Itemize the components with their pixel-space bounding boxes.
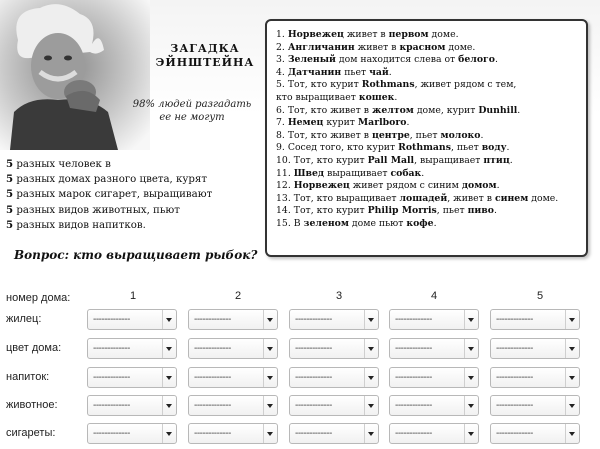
clue-item: 6. Тот, кто живет в желтом доме, курит Dunhill. [276, 104, 521, 116]
animal-select-2[interactable]: ------------- [188, 395, 278, 416]
einstein-portrait [0, 0, 150, 150]
house-color-row [0, 338, 600, 364]
clues-list [267, 21, 586, 231]
chevron-down-icon [565, 310, 579, 329]
drink-select-4[interactable]: ------------- [389, 367, 479, 388]
chevron-down-icon [364, 424, 378, 443]
chevron-down-icon [565, 396, 579, 415]
chevron-down-icon [162, 310, 176, 329]
animal-select-4[interactable]: ------------- [389, 395, 479, 416]
drink-select-5[interactable]: ------------- [490, 367, 580, 388]
chevron-down-icon [464, 368, 478, 387]
poster-title [150, 42, 260, 70]
tenant-row [0, 309, 600, 335]
poster-subtitle [122, 98, 262, 124]
chevron-down-icon [364, 339, 378, 358]
title-line-2: ЭЙНШТЕЙНА [155, 56, 255, 69]
clue-item: 7. Немец курит Marlboro. [276, 117, 410, 129]
cigarettes-select-3[interactable]: ------------- [289, 423, 379, 444]
clue-item: 13. Тот, кто выращивает лошадей, живет в синем доме. [276, 192, 559, 204]
cigarettes-select-1[interactable]: ------------- [87, 423, 177, 444]
clues-box [265, 19, 588, 257]
puzzle-question: Вопрос: кто выращивает рыбок? [14, 248, 258, 262]
chevron-down-icon [464, 310, 478, 329]
animal-row [0, 395, 600, 421]
chevron-down-icon [162, 424, 176, 443]
house-color-select-4[interactable]: ------------- [389, 338, 479, 359]
chevron-down-icon [162, 396, 176, 415]
drink-select-1[interactable]: ------------- [87, 367, 177, 388]
fact-item: 5 разных домах разного цвета, курят [6, 173, 207, 186]
fact-item: 5 разных видов животных, пьют [6, 203, 180, 216]
house-color-select-3[interactable]: ------------- [289, 338, 379, 359]
clue-item: 4. Датчанин пьет чай. [276, 66, 392, 78]
clue-item: 10. Тот, кто курит Pall Mall, выращивает птиц. [276, 154, 513, 166]
tenant-select-5[interactable]: ------------- [490, 309, 580, 330]
tenant-select-4[interactable]: ------------- [389, 309, 479, 330]
column-number: 4 [430, 290, 438, 302]
chevron-down-icon [162, 339, 176, 358]
chevron-down-icon [263, 424, 277, 443]
column-number: 3 [335, 290, 343, 302]
clue-item: 12. Норвежец живет рядом с синим домом. [276, 180, 500, 192]
title-line-1: ЗАГАДКА [170, 42, 240, 55]
clue-item: 3. Зеленый дом находится слева от белого. [276, 54, 498, 66]
house-color-select-1[interactable]: ------------- [87, 338, 177, 359]
chevron-down-icon [364, 310, 378, 329]
fact-item: 5 разных марок сигарет, выращивают [6, 188, 213, 201]
drink-select-3[interactable]: ------------- [289, 367, 379, 388]
column-number: 1 [129, 290, 137, 302]
house-color-select-2[interactable]: ------------- [188, 338, 278, 359]
cigarettes-select-4[interactable]: ------------- [389, 423, 479, 444]
fact-item: 5 разных видов напитков. [6, 218, 146, 231]
animal-select-1[interactable]: ------------- [87, 395, 177, 416]
chevron-down-icon [565, 368, 579, 387]
chevron-down-icon [464, 396, 478, 415]
subtitle-line-2: ее не могут [159, 112, 225, 123]
clue-item: 8. Тот, кто живет в центре, пьет молоко. [276, 129, 484, 141]
chevron-down-icon [565, 424, 579, 443]
answer-form [0, 288, 600, 442]
clue-item: 9. Сосед того, кто курит Rothmans, пьет воду. [276, 142, 510, 154]
chevron-down-icon [364, 368, 378, 387]
drink-label: напиток: [6, 371, 50, 383]
cigarettes-label: сигареты: [6, 427, 56, 439]
chevron-down-icon [364, 396, 378, 415]
clue-item: 14. Тот, кто курит Philip Morris, пьет пиво. [276, 205, 497, 217]
clue-item: 15. В зеленом доме пьют кофе. [276, 217, 437, 229]
chevron-down-icon [263, 310, 277, 329]
tenant-label: жилец: [6, 313, 42, 325]
chevron-down-icon [162, 368, 176, 387]
cigarettes-select-2[interactable]: ------------- [188, 423, 278, 444]
chevron-down-icon [464, 339, 478, 358]
clue-item: 5. Тот, кто курит Rothmans, живет рядом с тем, кто выращивает кошек. [276, 79, 517, 103]
column-number: 5 [536, 290, 544, 302]
chevron-down-icon [263, 339, 277, 358]
tenant-select-3[interactable]: ------------- [289, 309, 379, 330]
chevron-down-icon [565, 339, 579, 358]
chevron-down-icon [464, 424, 478, 443]
animal-select-5[interactable]: ------------- [490, 395, 580, 416]
fact-item: 5 разных человек в [6, 158, 111, 170]
chevron-down-icon [263, 368, 277, 387]
drink-select-2[interactable]: ------------- [188, 367, 278, 388]
animal-label: животное: [6, 399, 58, 411]
clue-item: 2. Англичанин живет в красном доме. [276, 41, 476, 53]
tenant-select-2[interactable]: ------------- [188, 309, 278, 330]
house-color-select-5[interactable]: ------------- [490, 338, 580, 359]
animal-select-3[interactable]: ------------- [289, 395, 379, 416]
tenant-select-1[interactable]: ------------- [87, 309, 177, 330]
clue-item: 1. Норвежец живет в первом доме. [276, 29, 459, 40]
house-color-label: цвет дома: [6, 342, 62, 354]
subtitle-line-1: 98% людей разгадать [132, 99, 252, 110]
column-number: 2 [234, 290, 242, 302]
clue-item: 11. Швед выращивает собак. [276, 167, 425, 179]
house-number-label: номер дома: [6, 292, 71, 304]
cigarettes-row [0, 423, 600, 449]
cigarettes-select-5[interactable]: ------------- [490, 423, 580, 444]
drink-row [0, 367, 600, 393]
chevron-down-icon [263, 396, 277, 415]
facts-list [6, 157, 256, 233]
